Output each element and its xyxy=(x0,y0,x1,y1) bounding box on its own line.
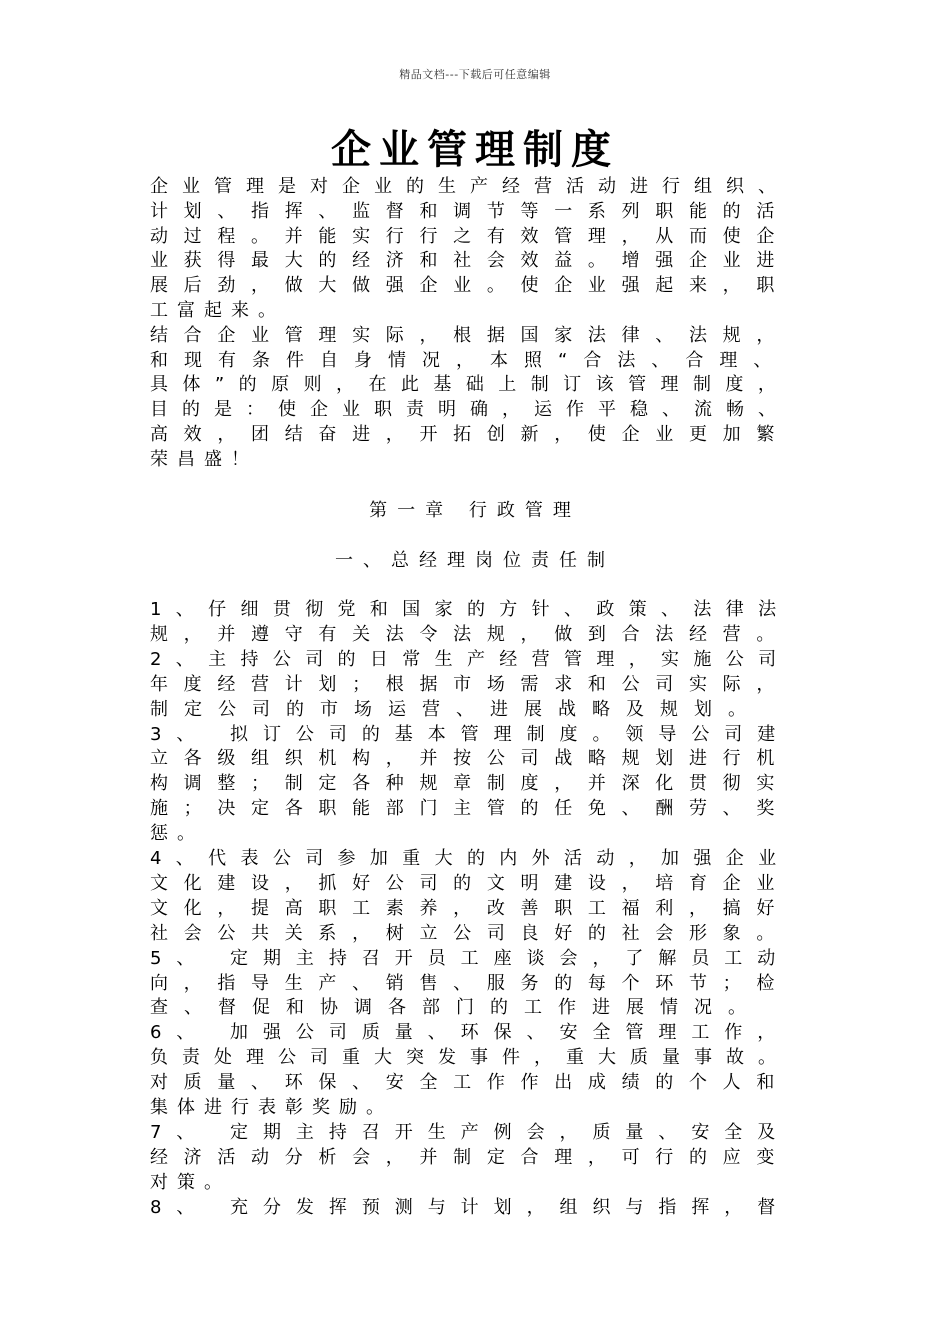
body-line: 社会公共关系，树立公司良好的社会形象。 xyxy=(150,922,790,944)
body-line: 施；决定各职能部门主管的任免、酬劳、奖 xyxy=(150,798,790,820)
body-line: 经济活动分析会，并制定合理，可行的应变 xyxy=(150,1146,790,1168)
body-line: 文化建设，抓好公司的文明建设，培育企业 xyxy=(150,872,790,894)
intro-line: 结合企业管理实际，根据国家法律、法规， xyxy=(150,324,790,346)
body-line: 年度经营计划；根据市场需求和公司实际， xyxy=(150,673,790,695)
intro-line: 工富起来。 xyxy=(150,300,285,321)
body-line: 集体进行表彰奖励。 xyxy=(150,1097,393,1118)
intro-line: 具体”的原则，在此基础上制订该管理制度， xyxy=(150,374,791,396)
body-line: 8、 充分发挥预测与计划，组织与指挥，督 xyxy=(150,1196,791,1218)
intro-line: 展后劲，做大做强企业。使企业强起来，职 xyxy=(150,275,790,297)
intro-line: 业获得最大的经济和社会效益。增强企业进 xyxy=(150,250,790,272)
body-line: 查、督促和协调各部门的工作进展情况。 xyxy=(150,997,762,1019)
page-header: 精品文档---下载后可任意编辑 xyxy=(399,68,551,81)
body-line: 构调整；制定各种规章制度，并深化贯彻实 xyxy=(150,773,790,795)
body-line: 对策。 xyxy=(150,1171,231,1193)
intro-line: 和现有条件自身情况，本照“合法、合理、 xyxy=(150,349,788,371)
body-line: 4、代表公司参加重大的内外活动，加强企业 xyxy=(150,848,791,869)
body-line: 惩。 xyxy=(150,823,204,845)
section-heading: 一、总经理岗位责任制 xyxy=(335,550,615,571)
body-line: 6、 加强公司质量、环保、安全管理工作， xyxy=(150,1022,791,1044)
body-line: 5、 定期主持召开员工座谈会，了解员工动 xyxy=(150,947,791,969)
intro-line: 动过程。并能实行行之有效管理，从而使企 xyxy=(150,225,790,247)
body-line: 7、 定期主持召开生产例会，质量、安全及 xyxy=(150,1121,791,1143)
body-line: 立各级组织机构，并按公司战略规划进行机 xyxy=(150,748,790,770)
intro-line: 计划、指挥、监督和调节等一系列职能的活 xyxy=(150,200,790,222)
body-line: 文化，提高职工素养，改善职工福利，搞好 xyxy=(150,897,790,919)
document-title: 企业管理制度 xyxy=(331,127,619,173)
body-line: 2、主持公司的日常生产经营管理，实施公司 xyxy=(150,648,791,670)
intro-line: 企业管理是对企业的生产经营活动进行组织、 xyxy=(150,176,790,197)
body-line: 3、 拟订公司的基本管理制度。领导公司建 xyxy=(150,723,791,745)
body-line: 负责处理公司重大突发事件，重大质量事故。 xyxy=(150,1047,790,1069)
body-line: 对质量、环保、安全工作作出成绩的个人和 xyxy=(150,1072,790,1094)
body-line: 1、仔细贯彻党和国家的方针、政策、法律法 xyxy=(150,599,791,620)
chapter-heading: 第一章 行政管理 xyxy=(369,500,581,521)
body-line: 规，并遵守有关法令法规，做到合法经营。 xyxy=(150,623,790,645)
body-line: 向，指导生产、销售、服务的每个环节；检 xyxy=(150,972,790,994)
intro-line: 目的是：使企业职责明确，运作平稳、流畅、 xyxy=(150,399,790,421)
intro-line: 高效，团结奋进，开拓创新，使企业更加繁 xyxy=(150,424,790,445)
intro-line: 荣昌盛！ xyxy=(150,448,258,470)
body-line: 制定公司的市场运营、进展战略及规划。 xyxy=(150,698,762,720)
